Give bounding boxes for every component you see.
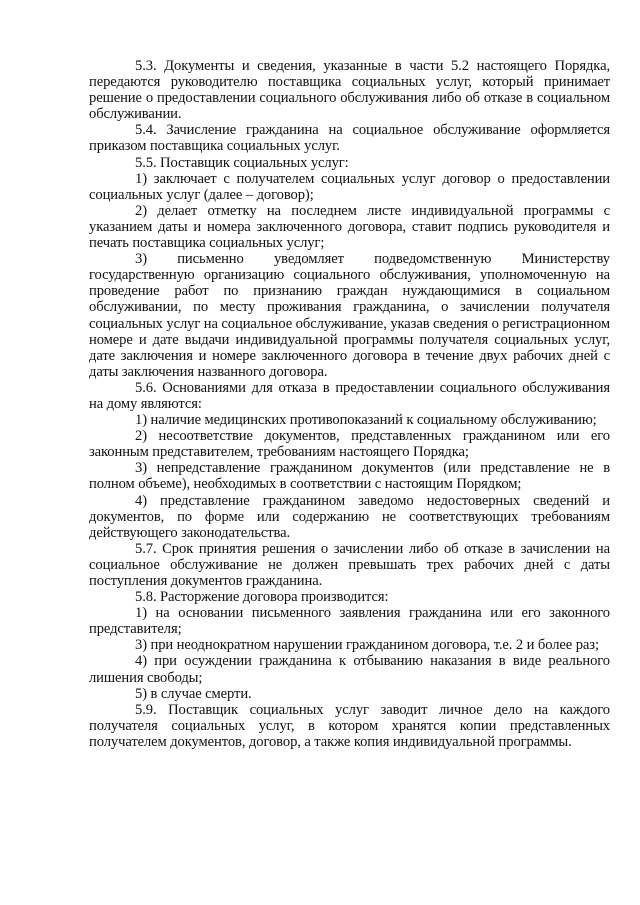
document-page: [89, 58, 610, 750]
list-item-5-6-4: 4) представление гражданином заведомо недостоверных сведений и документов, по форме или содержанию не соответствующих требованиям действующего законодательства.: [89, 492, 610, 541]
list-item-5-6-3: 3) непредставление гражданином документов (или представление не в полном объеме), необходимых в соответствии с настоящим Порядком;: [89, 460, 610, 493]
list-item-5-8-5: 5) в случае смерти.: [135, 685, 252, 702]
list-item-5-6-1: 1) наличие медицинских противопоказаний к социальному обслуживанию;: [135, 412, 597, 429]
paragraph-5-4: 5.4. Зачисление гражданина на социальное обслуживание оформляется приказом поставщика социальных услуг.: [89, 122, 610, 155]
paragraph-5-9: 5.9. Поставщик социальных услуг заводит личное дело на каждого получателя социальных услуг, в котором хранятся копии представленных получателем документов, договор, а также копия индивидуальной программы.: [89, 701, 610, 750]
paragraph-5-5: 5.5. Поставщик социальных услуг:: [135, 154, 349, 171]
paragraph-5-3: 5.3. Документы и сведения, указанные в части 5.2 настоящего Порядка, передаются руководителю поставщика социальных услуг, который принимает решение о предоставлении социального обслуживания либо об отказе в социальном обслуживании.: [89, 58, 610, 123]
list-item-5-8-3: 3) при неоднократном нарушении гражданином договора, т.е. 2 и более раз;: [135, 637, 599, 654]
list-item-5-5-3: 3) письменно уведомляет подведомственную Министерству государственную организацию социального обслуживания, уполномоченную на проведение работ по признанию граждан нуждающимися в социальном обслуживании, по месту проживания гражданина, о зачислении получателя социальных услуг на социальное обслуживание, указав сведения о регистрационном номере и дате выдачи индивидуальной программы получателя социальных услуг, дате заключения и номере заключенного договора в течение двух рабочих дней с даты заключения названного договора.: [89, 251, 611, 380]
list-item-5-6-2: 2) несоответствие документов, представленных гражданином или его законным представителем, требованиям настоящего Порядка;: [89, 428, 610, 461]
paragraph-5-7: 5.7. Срок принятия решения о зачислении либо об отказе в зачислении на социальное обслуживание не должен превышать трех рабочих дней с даты поступления документов гражданина.: [89, 540, 610, 589]
list-item-5-8-4: 4) при осуждении гражданина к отбыванию наказания в виде реального лишения свободы;: [89, 653, 610, 686]
paragraph-5-8: 5.8. Расторжение договора производится:: [135, 589, 389, 606]
list-item-5-5-2: 2) делает отметку на последнем листе индивидуальной программы с указанием даты и номера заключенного договора, ставит подпись руководителя и печать поставщика социальных услуг;: [89, 202, 610, 252]
list-item-5-8-1: 1) на основании письменного заявления гражданина или его законного представителя;: [89, 605, 610, 638]
paragraph-5-6: 5.6. Основаниями для отказа в предоставлении социального обслуживания на дому являются:: [89, 379, 610, 412]
list-item-5-5-1: 1) заключает с получателем социальных услуг договор о предоставлении социальных услуг (далее – договор);: [89, 170, 610, 203]
